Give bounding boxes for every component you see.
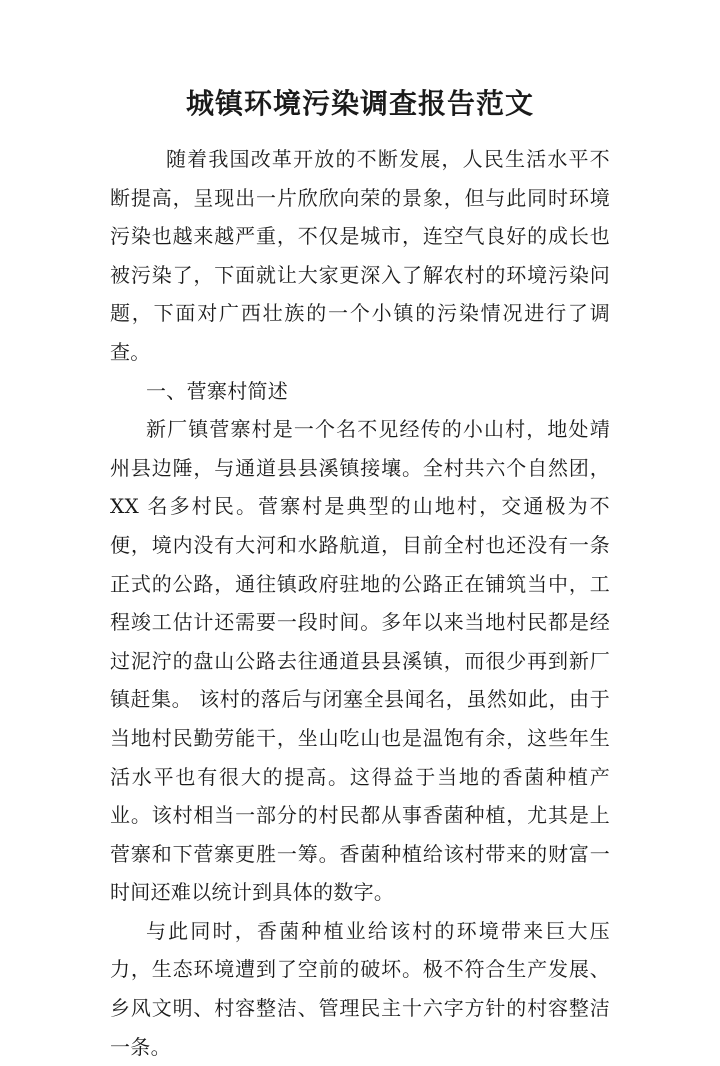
document-title: 城镇环境污染调查报告范文 xyxy=(185,87,534,120)
document-body xyxy=(110,140,610,1066)
section-heading: 一、菅寨村简述 xyxy=(146,378,289,403)
intro-paragraph: 随着我国改革开放的不断发展，人民生活水平不断提高，呈现出一片欣欣向荣的景象，但与此同时环境污染也越来越严重，不仅是城市，连空气良好的成长也被污染了，下面就让大家更深入了解农村的环境污染问题，下面对广西壮族的一个小镇的污染情况进行了调查。 xyxy=(110,147,610,364)
body-paragraph-2: 与此同时，香菌种植业给该村的环境带来巨大压力，生态环境遭到了空前的破坏。极不符合生产发展、乡风文明、村容整洁、管理民主十六字方针的村容整洁一条。 xyxy=(110,918,610,1059)
body-paragraph-1: 新厂镇菅寨村是一个名不见经传的小山村，地处靖州县边陲，与通道县县溪镇接壤。全村共六个自然团，XX 名多村民。菅寨村是典型的山地村，交通极为不便，境内没有大河和水路航道，目前全村也还没有一条正式的公路，通往镇政府驻地的公路正在铺筑当中，工程竣工估计还需要一段时间。多年以来当地村民都是经过泥泞的盘山公路去往通道县县溪镇，而很少再到新厂镇赶集。 该村的落后与闭塞全县闻名，虽然如此，由于当地村民勤劳能干，坐山吃山也是温饱有余，这些年生活水平也有很大的提高。这得益于当地的香菌种植产业。该村相当一部分的村民都从事香菌种植，尤其是上菅寨和下菅寨更胜一筹。香菌种植给该村带来的财富一时间还难以统计到具体的数字。 xyxy=(110,417,610,905)
